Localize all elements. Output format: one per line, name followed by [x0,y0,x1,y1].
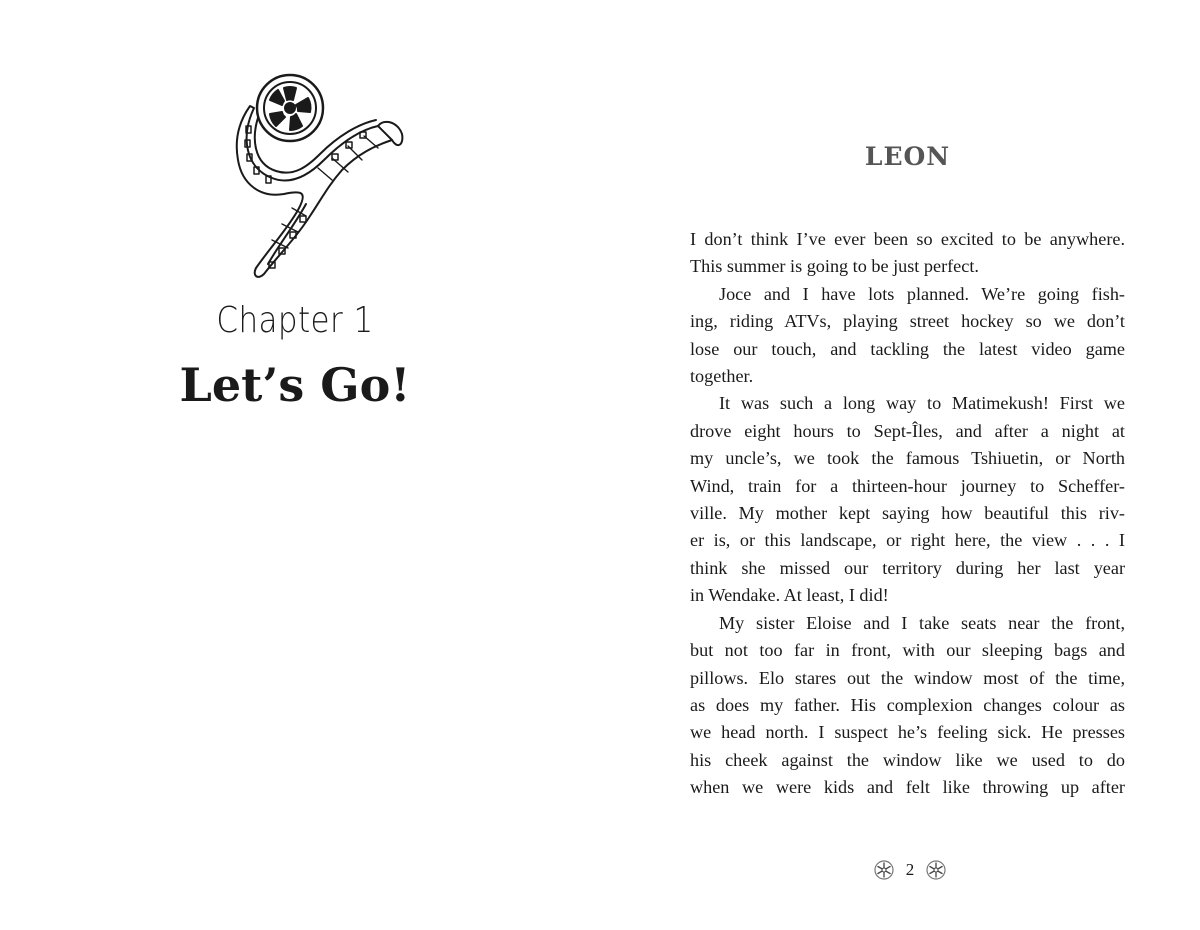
page-number: 2 [905,860,915,879]
text-line: Joce and I have lots planned. We’re going fish- [719,283,1125,304]
text-line: er is, or this landscape, or right here, the view . . . I [690,530,1125,551]
left-page [0,0,590,930]
snowflake-icon [926,860,946,880]
text-line: pillows. Elo stares out the window most of the time, [690,667,1125,688]
text-line: think she missed our territory during her last year [690,557,1125,578]
text-line: I don’t think I’ve ever been so excited to be anywhere. [690,229,1125,249]
text-line: Wind, train for a thirteen-hour journey to Scheffer- [690,475,1125,496]
text-line: lose our touch, and tackling the latest video game [690,338,1125,359]
body-text [690,226,1125,802]
chapter-label: Chapter 1 [216,300,374,341]
text-line: ville. My mother kept saying how beautiful this riv- [690,503,1125,524]
page-footer [860,856,960,884]
text-line: my uncle’s, we took the famous Tshiuetin, or North [690,448,1125,469]
narrator-heading: LEON [864,142,951,171]
right-page [600,0,1200,930]
text-line: as does my father. His complexion changes colour as [690,694,1125,715]
text-line: drove eight hours to Sept-Îles, and after a night at [690,420,1125,441]
text-line: together. [690,366,754,387]
text-line: we head north. I suspect he’s feeling sick. He presses [690,722,1125,743]
film-reel-icon [232,68,422,283]
text-line: It was such a long way to Matimekush! First we [719,393,1125,414]
snowflake-icon [874,860,894,880]
chapter-title: Let’s Go! [179,358,411,412]
text-line: ing, riding ATVs, playing street hockey so we don’t [690,311,1125,332]
text-line: My sister Eloise and I take seats near the front, [719,612,1125,633]
text-line: his cheek against the window like we used to do [690,749,1125,770]
text-line: This summer is going to be just perfect. [690,256,979,277]
text-line: when we were kids and felt like throwing up after [690,777,1125,798]
text-line: in Wendake. At least, I did! [690,585,889,606]
text-line: but not too far in front, with our sleeping bags and [690,640,1125,661]
